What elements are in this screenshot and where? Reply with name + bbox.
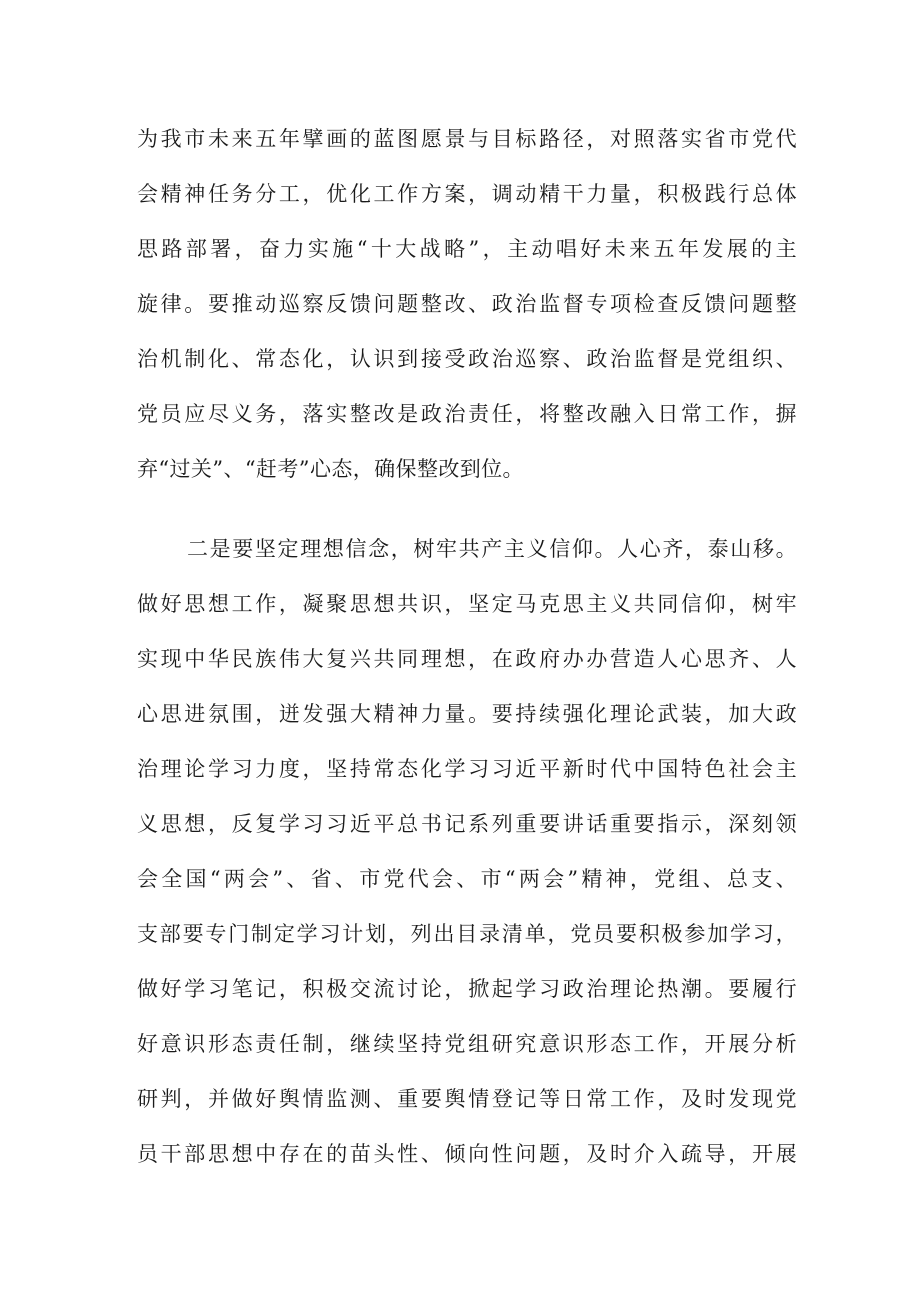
paragraph-line: 好意识形态责任制，继续坚持党组研究意识形态工作，开展分析 xyxy=(137,1032,797,1056)
paragraph-line: 会精神任务分工，优化工作方案，调动精干力量，积极践行总体 xyxy=(137,182,797,206)
paragraph-line: 治机制化、常态化，认识到接受政治巡察、政治监督是党组织、 xyxy=(137,347,797,371)
paragraph-line: 心思进氛围，迸发强大精神力量。要持续强化理论武装，加大政 xyxy=(137,702,797,726)
paragraph-2 xyxy=(137,522,797,1182)
paragraph-line: 弃“过关”、“赶考”心态，确保整改到位。 xyxy=(137,457,524,481)
paragraph-line: 旋律。要推动巡察反馈问题整改、政治监督专项检查反馈问题整 xyxy=(137,292,797,316)
paragraph-line: 研判，并做好舆情监测、重要舆情登记等日常工作，及时发现党 xyxy=(137,1087,797,1111)
paragraph-line: 治理论学习力度，坚持常态化学习习近平新时代中国特色社会主 xyxy=(137,757,797,781)
paragraph-line: 会全国“两会”、省、市党代会、市“两会”精神，党组、总支、 xyxy=(137,867,797,891)
paragraph-line: 做好思想工作，凝聚思想共识，坚定马克思主义共同信仰，树牢 xyxy=(137,592,797,616)
paragraph-line: 为我市未来五年擘画的蓝图愿景与目标路径，对照落实省市党代 xyxy=(137,127,797,151)
paragraph-line: 实现中华民族伟大复兴共同理想，在政府办办营造人心思齐、人 xyxy=(137,647,797,671)
paragraph-line: 做好学习笔记，积极交流讨论，掀起学习政治理论热潮。要履行 xyxy=(137,977,797,1001)
paragraph-line: 思路部署，奋力实施“十大战略”，主动唱好未来五年发展的主 xyxy=(137,237,797,261)
paragraph-line: 支部要专门制定学习计划，列出目录清单，党员要积极参加学习， xyxy=(137,922,797,946)
paragraph-line: 二是要坚定理想信念，树牢共产主义信仰。人心齐，泰山移。 xyxy=(187,537,797,561)
paragraph-1 xyxy=(137,112,797,497)
paragraph-line: 义思想，反复学习习近平总书记系列重要讲话重要指示，深刻领 xyxy=(137,812,797,836)
paragraph-line: 员干部思想中存在的苗头性、倾向性问题，及时介入疏导，开展 xyxy=(137,1142,797,1166)
paragraph-line: 党员应尽义务，落实整改是政治责任，将整改融入日常工作，摒 xyxy=(137,402,797,426)
